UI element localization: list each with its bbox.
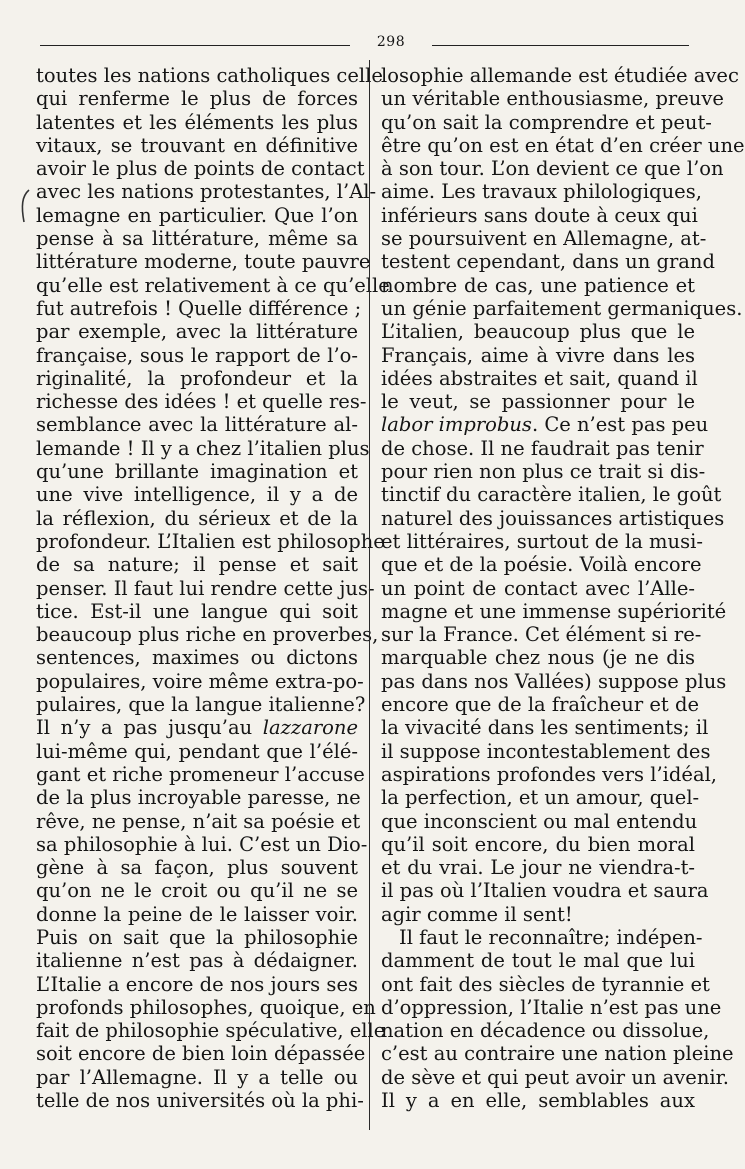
text-line-run: rêve, ne pense, n’ait sa poésie et	[36, 809, 361, 833]
text-line-run: donne la peine de le laisser voir.	[36, 902, 358, 926]
text-line-run: latentes et les éléments les plus	[36, 110, 358, 134]
text-line	[381, 762, 718, 786]
text-line	[381, 716, 709, 740]
text-line-run: profonds philosophes, quoique, en	[36, 995, 376, 1019]
text-line-run: italienne n’est pas à dédaigner.	[36, 949, 358, 973]
text-line	[36, 111, 358, 134]
text-line	[381, 483, 722, 507]
text-line-run: de la plus incroyable paresse, ne	[36, 786, 361, 810]
text-line-run: de sève et qui peut avoir un avenir.	[381, 1065, 730, 1089]
header-rule-left	[40, 45, 350, 46]
text-line-run: L’italien, beaucoup plus que le	[381, 320, 695, 344]
text-line-run: naturel des jouissances artistiques	[381, 506, 725, 530]
text-line-run: littérature moderne, toute pauvre	[36, 250, 371, 274]
text-line	[36, 344, 358, 367]
text-line	[381, 995, 722, 1019]
text-line	[381, 856, 695, 879]
text-line	[381, 203, 698, 227]
text-line	[381, 296, 743, 320]
text-line-run: un point de contact avec l’Alle-	[381, 576, 695, 600]
text-line	[36, 995, 376, 1019]
text-line-run: nombre de cas, une patience et	[381, 273, 695, 297]
text-line	[36, 576, 375, 600]
text-line	[36, 227, 358, 250]
text-line	[36, 529, 385, 553]
text-line-run: soit encore de bien loin dépassée	[36, 1042, 366, 1066]
text-line-run: que inconscient ou mal entendu	[381, 809, 698, 833]
text-line-run: marquable chez nous (je ne dis	[381, 646, 695, 670]
text-line-run: losophie allemande est étudiée avec	[381, 64, 739, 87]
text-line-run: qui renferme le plus de forces	[36, 87, 358, 111]
text-line-run: fait de philosophie spéculative, elle	[36, 1019, 386, 1043]
text-line-run: de sa nature; il pense et sait	[36, 553, 358, 577]
text-line-run: sur la France. Cet élément si re-	[381, 623, 702, 647]
italic-term: labor improbus	[381, 413, 532, 437]
text-line	[36, 646, 358, 669]
text-line-run: par exemple, avec la littérature	[36, 320, 358, 344]
text-line	[381, 739, 711, 763]
text-line-run: inférieurs sans doute à ceux qui	[381, 203, 698, 227]
text-line	[36, 180, 377, 204]
text-line	[381, 366, 698, 390]
text-line	[381, 506, 725, 530]
text-line-run: richesse des idées ! et quelle res-	[36, 390, 367, 414]
text-line-run: lui-même qui, pendant que l’élé-	[36, 739, 358, 763]
text-line-run: Il y a en elle, semblables aux	[381, 1089, 695, 1113]
text-line-run: pour rien non plus ce trait si dis-	[381, 460, 706, 484]
text-line-run: lemande ! Il y a chez l’italien plus	[36, 436, 370, 460]
text-line	[36, 64, 383, 87]
text-line	[381, 833, 695, 856]
text-line-run: française, sous le rapport de l’o-	[36, 343, 358, 367]
text-line-run: telle de nos universités où la phi-	[36, 1089, 364, 1113]
text-line-run: il pas où l’Italien voudra et saura	[381, 879, 709, 903]
text-line-run: qu’une brillante imagination et	[36, 460, 358, 484]
text-line	[36, 949, 358, 972]
page-header	[40, 34, 689, 56]
text-line	[381, 623, 702, 647]
text-line	[381, 599, 727, 623]
text-line	[36, 623, 379, 647]
text-line	[36, 296, 362, 320]
text-line	[381, 227, 707, 251]
text-line	[36, 134, 358, 157]
text-line	[381, 972, 710, 996]
text-line-run: à son tour. L’on devient ce que l’on	[381, 157, 724, 181]
text-line-run: riginalité, la profondeur et la	[36, 366, 358, 390]
text-line	[381, 180, 702, 204]
text-line-run: il suppose incontestablement des	[381, 739, 711, 763]
text-line-run: c’est au contraire une nation pleine	[381, 1042, 734, 1066]
text-line	[381, 903, 695, 926]
text-line	[36, 250, 371, 274]
text-line-run: gène à sa façon, plus souvent	[36, 856, 358, 880]
text-line-run: L’Italie a encore de nos jours ses	[36, 972, 358, 996]
text-line	[381, 87, 724, 111]
text-line	[381, 64, 739, 87]
text-line	[36, 693, 366, 717]
text-line	[36, 367, 358, 390]
text-line-run: qu’on ne le croit ou qu’il ne se	[36, 879, 358, 903]
text-line-run: Puis on sait que la philosophie	[36, 925, 358, 949]
text-line-run: magne et une immense supériorité	[381, 599, 727, 623]
text-line	[36, 856, 358, 879]
text-line	[36, 483, 358, 506]
text-line-run: la perfection, et un amour, quel-	[381, 786, 700, 810]
text-line-run: tinctif du caractère italien, le goût	[381, 483, 722, 507]
text-line	[36, 436, 370, 460]
text-line-run: penser. Il faut lui rendre cette jus-	[36, 576, 375, 600]
text-line	[36, 507, 358, 530]
text-line	[381, 413, 709, 437]
text-line-run: agir comme il sent!	[381, 902, 573, 926]
text-line-run: et littéraires, surtout de la musi-	[381, 529, 703, 553]
left-text-column	[36, 64, 390, 1124]
text-line-run: pense à sa littérature, même sa	[36, 227, 358, 251]
text-line	[36, 1042, 366, 1066]
text-line	[36, 320, 358, 343]
text-line-run: avoir le plus de points de contact	[36, 157, 365, 181]
text-line	[381, 1042, 734, 1066]
text-line-run: un véritable enthousiasme, preuve	[381, 87, 724, 111]
text-line-run: une vive intelligence, il y a de	[36, 483, 358, 507]
text-line-run: de chose. Il ne faudrait pas tenir	[381, 436, 704, 460]
text-line-run: d’oppression, l’Italie n’est pas une	[381, 995, 722, 1019]
text-line-run: fut autrefois ! Quelle différence ;	[36, 296, 362, 320]
text-line	[36, 460, 358, 483]
text-line-run: être qu’on est en état d’en créer une	[381, 133, 745, 157]
text-line	[36, 204, 358, 227]
text-line	[36, 903, 358, 926]
page-number: 298	[376, 34, 406, 50]
text-line-run: se poursuivent en Allemagne, at-	[381, 227, 707, 251]
right-text-column	[381, 64, 745, 1124]
text-line	[381, 436, 704, 460]
text-line	[36, 762, 365, 786]
text-line	[381, 1065, 730, 1089]
text-line	[381, 250, 715, 274]
text-line	[36, 273, 390, 297]
text-line	[381, 646, 695, 669]
text-line-run: Il faut le reconnaître; indépen-	[399, 925, 703, 949]
text-line	[36, 879, 358, 902]
text-line-run: sa philosophie à lui. C’est un Dio-	[36, 832, 368, 856]
text-line	[36, 1066, 358, 1089]
text-line-run: que et de la poésie. Voilà encore	[381, 553, 702, 577]
text-line	[36, 716, 358, 739]
text-line	[381, 925, 703, 949]
text-line-run: aspirations profondes vers l’idéal,	[381, 762, 718, 786]
text-line-run: Français, aime à vivre dans les	[381, 343, 695, 367]
text-line	[381, 110, 712, 134]
text-line-run: la vivacité dans les sentiments; il	[381, 716, 709, 740]
text-line	[381, 879, 709, 903]
text-line	[381, 786, 700, 810]
text-line-run: pulaires, que la langue italienne?	[36, 693, 366, 717]
text-line	[381, 390, 695, 413]
text-line	[381, 669, 727, 693]
text-line	[36, 600, 358, 623]
text-line	[36, 1089, 364, 1113]
text-line	[381, 133, 745, 157]
text-line	[381, 157, 724, 181]
text-line-run: tice. Est-il une langue qui soit	[36, 599, 358, 623]
text-line	[36, 809, 361, 833]
text-line-run: populaires, voire même extra-po-	[36, 669, 364, 693]
text-line	[36, 832, 368, 856]
text-line-run: et du vrai. Le jour ne viendra-t-	[381, 856, 695, 880]
text-line-run: qu’il soit encore, du bien moral	[381, 832, 695, 856]
text-line-run: Il n’y a pas jusqu’au	[36, 716, 263, 740]
text-line-run: qu’on sait la comprendre et peut-	[381, 110, 712, 134]
text-line-run: toutes les nations catholiques celle	[36, 64, 383, 87]
text-line	[381, 577, 695, 600]
text-line	[36, 786, 361, 810]
column-divider	[369, 60, 370, 1130]
text-line-run: la réflexion, du sérieux et de la	[36, 506, 358, 530]
text-line	[381, 460, 706, 484]
header-rule-right	[432, 45, 689, 46]
text-line	[381, 949, 695, 972]
text-line-run: par l’Allemagne. Il y a telle ou	[36, 1065, 358, 1089]
italic-term: lazzarone	[262, 716, 358, 740]
text-line	[381, 344, 695, 367]
text-line-run: ont fait des siècles de tyrannie et	[381, 972, 710, 996]
text-line-run: gant et riche promeneur l’accuse	[36, 762, 365, 786]
text-line-run: beaucoup plus riche en proverbes,	[36, 623, 379, 647]
text-line-run: un génie parfaitement germaniques.	[381, 296, 743, 320]
text-line-run: sentences, maximes ou dictons	[36, 646, 358, 670]
text-line-run: aime. Les travaux philologiques,	[381, 180, 702, 204]
text-line-run: testent cependant, dans un grand	[381, 250, 715, 274]
text-line	[381, 274, 695, 297]
text-line-run: avec les nations protestantes, l’Al-	[36, 180, 377, 204]
text-line-run: semblance avec la littérature al-	[36, 413, 358, 437]
text-line	[381, 553, 702, 577]
text-line-run: le veut, se passionner pour le	[381, 390, 695, 414]
text-line	[36, 157, 365, 181]
text-line	[381, 529, 703, 553]
text-line-run: vitaux, se trouvant en définitive	[36, 133, 358, 157]
text-line-run: . Ce n’est pas peu	[531, 413, 709, 437]
text-line	[36, 973, 358, 996]
text-line	[381, 809, 698, 833]
text-line	[36, 669, 364, 693]
text-line	[36, 926, 358, 949]
text-line-run: encore que de la fraîcheur et de	[381, 693, 699, 717]
text-line-run: nation en décadence ou dissolue,	[381, 1019, 710, 1043]
text-line-run: damment de tout le mal que lui	[381, 949, 695, 973]
text-line	[36, 87, 358, 110]
text-line-run: idées abstraites et sait, quand il	[381, 366, 698, 390]
text-line	[36, 413, 358, 436]
text-line	[381, 1019, 710, 1043]
text-line-run: lemagne en particulier. Que l’on	[36, 203, 358, 227]
text-line	[381, 693, 699, 717]
text-line	[36, 390, 367, 414]
text-line-run: qu’elle est relativement à ce qu’elle	[36, 273, 390, 297]
text-line	[381, 320, 695, 343]
text-line	[36, 1019, 386, 1043]
margin-pencil-mark	[18, 188, 32, 224]
text-line-run: profondeur. L’Italien est philosophe	[36, 529, 385, 553]
text-line-run: pas dans nos Vallées) suppose plus	[381, 669, 727, 693]
text-line	[381, 1089, 695, 1112]
text-line	[36, 740, 358, 763]
text-line	[36, 553, 358, 576]
